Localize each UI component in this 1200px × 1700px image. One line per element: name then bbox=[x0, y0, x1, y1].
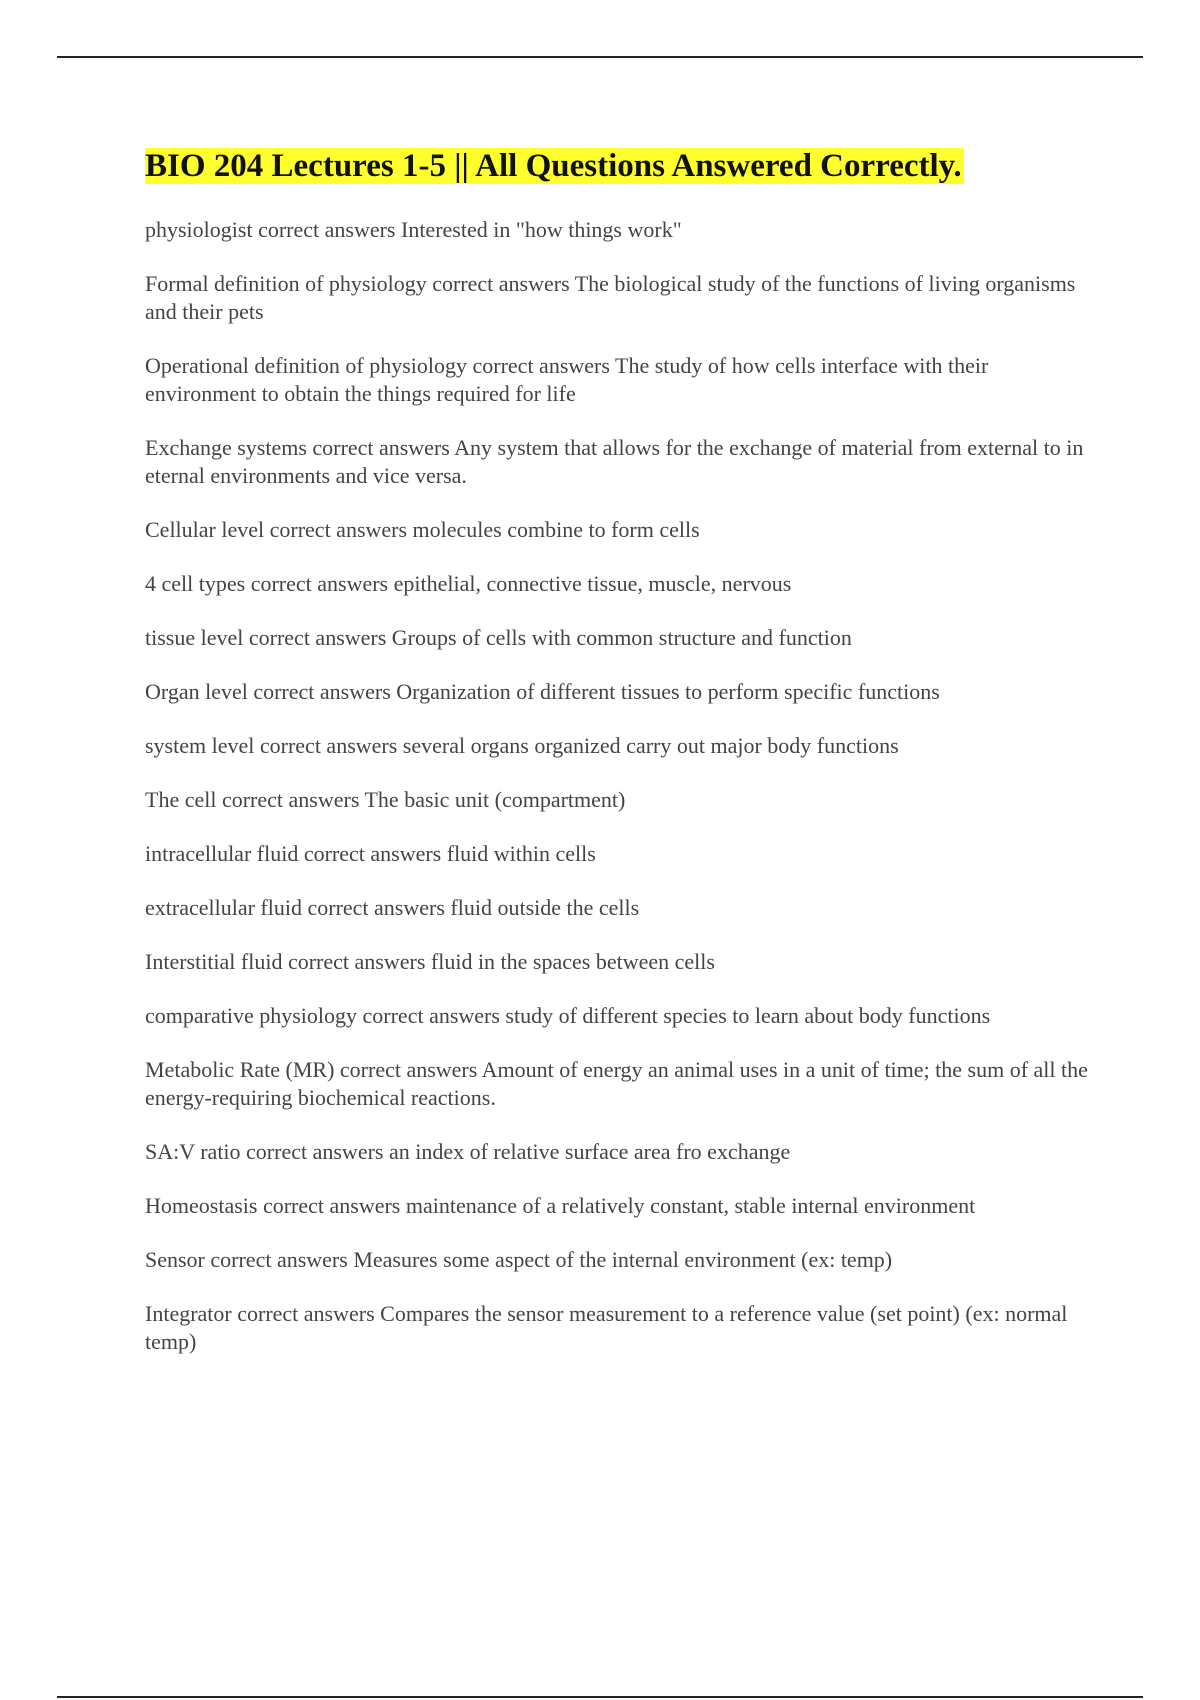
qa-entry: comparative physiology correct answers study of different species to learn about body functions bbox=[145, 1003, 991, 1028]
qa-entry: Exchange systems correct answers Any system that allows for the exchange of material from external to in eternal environments and vice versa. bbox=[145, 435, 1084, 488]
qa-entry: SA:V ratio correct answers an index of relative surface area fro exchange bbox=[145, 1139, 791, 1164]
qa-entry: Interstitial fluid correct answers fluid in the spaces between cells bbox=[145, 949, 715, 974]
title-highlight: BIO 204 Lectures 1-5 || All Questions Answered Correctly. bbox=[145, 148, 962, 184]
qa-entry: Formal definition of physiology correct answers The biological study of the functions of living organisms and their pets bbox=[145, 271, 1076, 324]
document-body bbox=[145, 144, 1095, 1382]
footer-rule bbox=[57, 1696, 1143, 1698]
qa-entry: physiologist correct answers Interested in "how things work" bbox=[145, 217, 682, 242]
qa-entry: intracellular fluid correct answers fluid within cells bbox=[145, 841, 596, 866]
qa-list bbox=[145, 216, 1095, 1356]
document-title bbox=[145, 144, 1095, 188]
qa-entry: tissue level correct answers Groups of cells with common structure and function bbox=[145, 625, 852, 650]
qa-entry: system level correct answers several organs organized carry out major body functions bbox=[145, 733, 899, 758]
header-rule bbox=[57, 56, 1143, 58]
qa-entry: Sensor correct answers Measures some aspect of the internal environment (ex: temp) bbox=[145, 1247, 893, 1272]
qa-entry: Operational definition of physiology correct answers The study of how cells interface with their environment to obtain the things required for life bbox=[145, 353, 989, 406]
qa-entry: Cellular level correct answers molecules combine to form cells bbox=[145, 517, 700, 542]
qa-entry: extracellular fluid correct answers fluid outside the cells bbox=[145, 895, 640, 920]
qa-entry: 4 cell types correct answers epithelial, connective tissue, muscle, nervous bbox=[145, 571, 792, 596]
qa-entry: Integrator correct answers Compares the sensor measurement to a reference value (set point) (ex: normal temp) bbox=[145, 1301, 1068, 1354]
qa-entry: Organ level correct answers Organization of different tissues to perform specific functions bbox=[145, 679, 940, 704]
qa-entry: Metabolic Rate (MR) correct answers Amount of energy an animal uses in a unit of time; the sum of all the energy-requiring biochemical reactions. bbox=[145, 1057, 1088, 1110]
qa-entry: The cell correct answers The basic unit (compartment) bbox=[145, 787, 626, 812]
qa-entry: Homeostasis correct answers maintenance of a relatively constant, stable internal environment bbox=[145, 1193, 976, 1218]
